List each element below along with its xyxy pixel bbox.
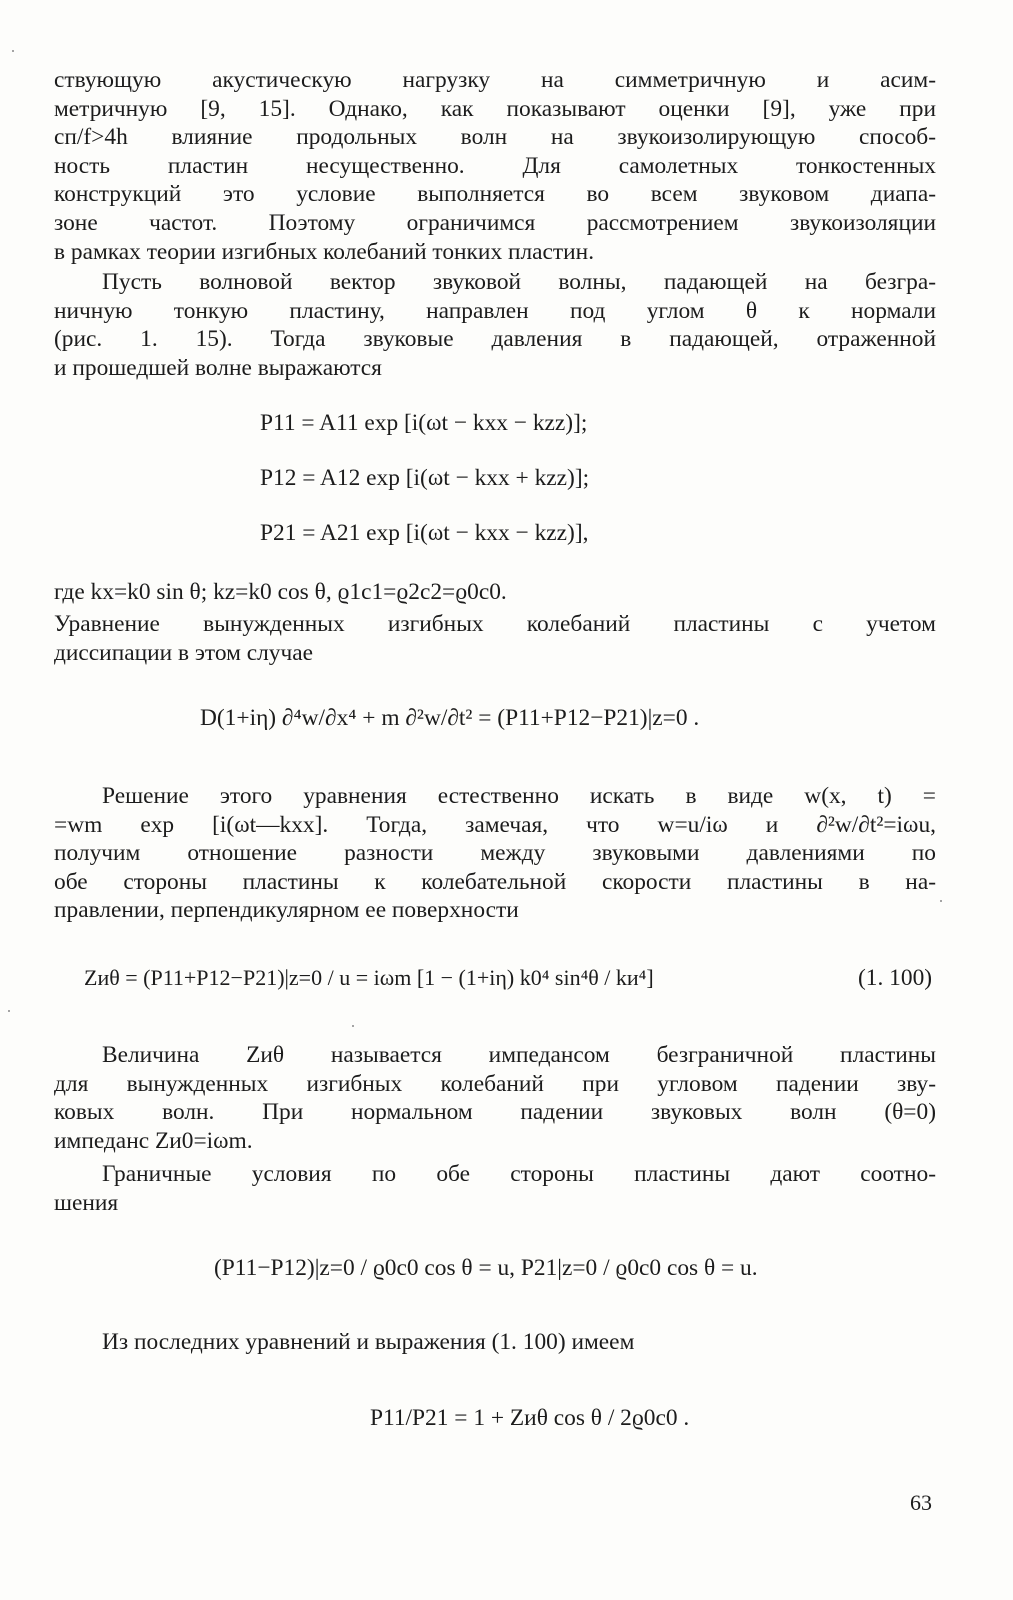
text-line: ничную тонкую пластину, направлен под углом θ к нормали <box>54 297 936 324</box>
equation-number: (1. 100) <box>858 965 933 991</box>
paragraph-8 <box>102 1328 936 1357</box>
paragraph-1 <box>54 66 936 266</box>
equation-impedance: Zиθ = (P11+P12−P21)|z=0 / u = iωm [1 − (1+iη) k0⁴ sin⁴θ / kи⁴] <box>84 965 654 990</box>
text-line: метричную [9, 15]. Однако, как показывают оценки [9], уже при <box>54 95 936 122</box>
paragraph-6 <box>54 1041 936 1155</box>
text-line: Уравнение вынужденных изгибных колебаний пластины с учетом <box>54 611 936 637</box>
text-line: Пусть волновой вектор звуковой волны, падающей на безгра- <box>102 269 936 295</box>
text-line: и прошедшей волне выражаются <box>54 354 382 381</box>
text-line: ствующую акустическую нагрузку на симметричную и асим- <box>54 67 936 93</box>
text-line: Решение этого уравнения естественно искать в виде w(x, t) = <box>102 783 936 809</box>
paragraph-7 <box>54 1160 936 1217</box>
text-line: диссипации в этом случае <box>54 639 314 666</box>
paragraph-4 <box>54 610 936 667</box>
text-line: конструкций это условие выполняется во всем звуковом диапа- <box>54 181 936 208</box>
text-line: (рис. 1. 15). Тогда звуковые давления в падающей, отраженной <box>54 326 936 353</box>
text-line: Величина Zиθ называется импедансом безграничной пластины <box>102 1042 936 1068</box>
text-line: обе стороны пластины к колебательной скорости пластины в на- <box>54 868 936 895</box>
text-line: шения <box>54 1189 119 1216</box>
text-line: ковых волн. При нормальном падении звуковых волн (θ=0) <box>54 1099 936 1126</box>
text-line: правлении, перпендикулярном ее поверхности <box>54 897 519 924</box>
equation-motion: D(1+iη) ∂⁴w/∂x⁴ + m ∂²w/∂t² = (P11+P12−P21)|z=0 . <box>200 705 700 731</box>
equation-p11: P11 = A11 exp [i(ωt − kxx − kzz)]; <box>260 410 588 436</box>
paragraph-2 <box>54 268 936 382</box>
text-line: =wm exp [i(ωt—kxx]. Тогда, замечая, что w=u/iω и ∂²w/∂t²=iωu, <box>54 811 936 838</box>
paragraph-3 <box>54 578 936 607</box>
text-line: ность пластин несущественно. Для самолетных тонкостенных <box>54 152 936 179</box>
text-line: cп/f>4h влияние продольных волн на звукоизолирующую способ- <box>54 124 936 151</box>
paragraph-5 <box>54 782 936 925</box>
scan-speck <box>352 1025 354 1027</box>
text-line: Из последних уравнений и выражения (1. 100) имеем <box>102 1329 635 1355</box>
text-line: зоне частот. Поэтому ограничимся рассмотрением звукоизоляции <box>54 209 936 236</box>
text-line: получим отношение разности между звуковыми давлениями по <box>54 840 936 867</box>
text-line: в рамках теории изгибных колебаний тонких пластин. <box>54 238 595 265</box>
equation-boundary: (P11−P12)|z=0 / ϱ0c0 cos θ = u, P21|z=0 / ϱ0c0 cos θ = u. <box>214 1255 758 1281</box>
equation-ratio: P11/P21 = 1 + Zиθ cos θ / 2ϱ0c0 . <box>370 1405 690 1431</box>
scan-speck <box>8 1010 10 1012</box>
text-line: импеданс Zи0=iωm. <box>54 1127 253 1154</box>
text-line: для вынужденных изгибных колебаний при угловом падении зву- <box>54 1070 936 1097</box>
text-line: где kx=k0 sin θ; kz=k0 cos θ, ϱ1c1=ϱ2c2=ϱ0c0. <box>54 579 507 605</box>
scan-speck <box>940 900 942 902</box>
equation-p21: P21 = A21 exp [i(ωt − kxx − kzz)], <box>260 520 589 546</box>
scan-speck <box>12 50 14 52</box>
page-number: 63 <box>910 1490 932 1515</box>
text-line: Граничные условия по обе стороны пластины дают соотно- <box>102 1161 936 1187</box>
equation-p12: P12 = A12 exp [i(ωt − kxx + kzz)]; <box>260 465 590 491</box>
